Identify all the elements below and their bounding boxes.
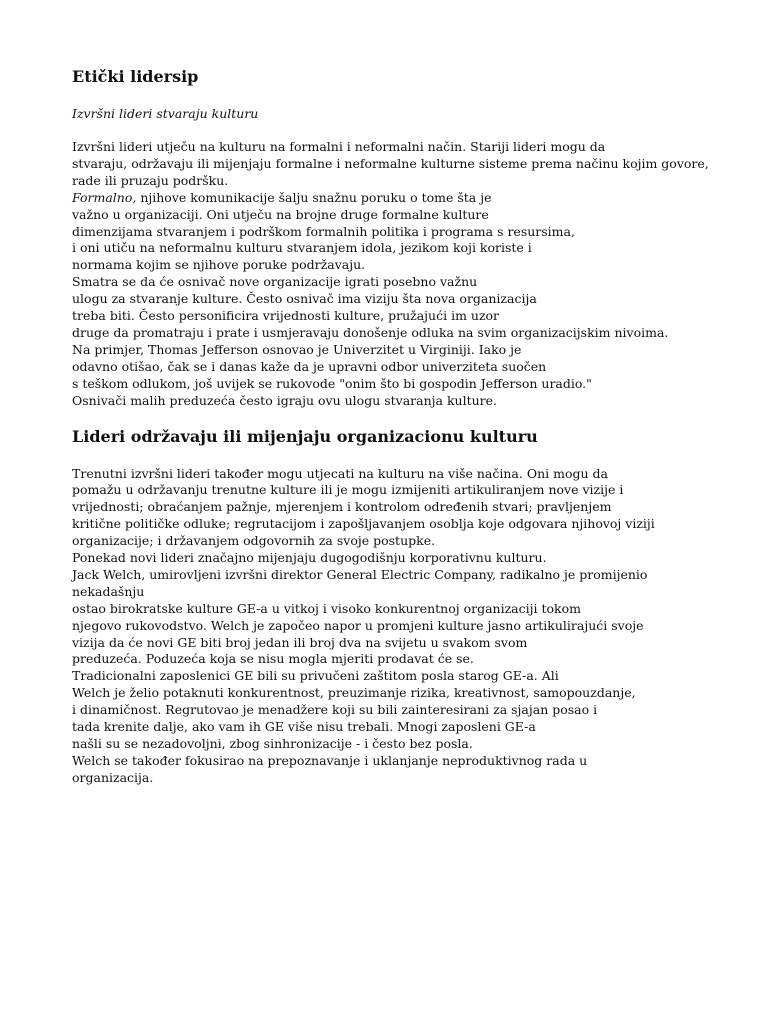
text-line: odavno otišao, čak se i danas kaže da je upravni odbor univerziteta suočen (72, 358, 547, 374)
text-line: Na primjer, Thomas Jefferson osnovao je Univerzitet u Virginiji. Iako je (72, 341, 522, 357)
text-line-rest: njihove komunikacije šalju snažnu poruku o tome šta je (140, 189, 492, 205)
text-line: Trenutni izvršni lideri također mogu utjecati na kulturu na više načina. Oni mogu da (72, 465, 608, 481)
text-line: Jack Welch, umirovljeni izvršni direktor General Electric Company, radikalno je promijenio (72, 566, 648, 582)
text-line: i oni utiču na neformalnu kulturu stvaranjem idola, jezikom koji koriste i (72, 240, 532, 256)
document-page (72, 66, 712, 787)
text-line: preduzeća. Poduzeća koja se nisu mogla mjeriti prodavat će se. (72, 651, 474, 667)
text-line: važno u organizaciji. Oni utječu na brojne druge formalne kulture (72, 206, 489, 222)
text-line: njegovo rukovodstvo. Welch je započeo napor u promjeni kulture jasno artikulirajući svoje (72, 617, 644, 633)
text-line: pomažu u održavanju trenutne kulture ili je mogu izmijeniti artikuliranjem nove vizije i (72, 482, 624, 498)
text-line: tada krenite dalje, ako vam ih GE više nisu trebali. Mnogi zaposleni GE-a (72, 719, 536, 735)
text-line: dimenzijama stvaranjem i podrškom formalnih politika i programa s resursima, (72, 223, 575, 239)
text-line: ulogu za stvaranje kulture. Često osnivač ima viziju šta nova organizacija (72, 291, 537, 307)
text-line: Smatra se da će osnivač nove organizacije igrati posebno važnu (72, 274, 478, 290)
paragraph-block-founders (72, 139, 712, 410)
text-line: Izvršni lideri utječu na kulturu na formalni i neformalni način. Stariji lideri mogu da (72, 139, 606, 154)
text-line: Ponekad novi lideri značajno mijenjaju dugogodišnju korporativnu kulturu. (72, 550, 547, 566)
text-line: treba biti. Često personificira vrijednosti kulture, pružajući im uzor (72, 308, 500, 324)
italic-lead-word: Formalno, (72, 189, 137, 205)
text-line-formal (72, 190, 712, 207)
text-line: kritične političke odluke; regrutacijom i zapošljavanjem osoblja koje odgovara njihovoj viziji (72, 516, 655, 532)
section-heading-ethical-leadership: Etički lidersip (72, 67, 199, 86)
text-line: našli su se nezadovoljni, zbog sinhronizacije - i često bez posla. (72, 736, 473, 751)
text-line: Welch se također fokusirao na prepoznavanje i uklanjanje neproduktivnog rada u (72, 752, 588, 768)
text-line: vizija da će novi GE biti broj jedan ili broj dva na svijetu u svakom svom (72, 634, 528, 650)
text-line: druge da promatraju i prate i usmjeravaju donošenje odluka na svim organizacijskim nivoima. (72, 324, 669, 340)
section-subtitle: Izvršni lideri stvaraju kulturu (72, 106, 259, 121)
text-line: normama kojim se njihove poruke podržavaju. (72, 257, 366, 273)
text-line: stvaraju, održavaju ili mijenjaju formalne i neformalne kulturne sisteme prema načinu kojim govore, (72, 155, 709, 171)
text-line: rade ili pruzaju podršku. (72, 172, 229, 188)
text-line: organizacije; i državanjem odgovornih za svoje postupke. (72, 533, 436, 549)
text-line: Osnivači malih preduzeća često igraju ovu ulogu stvaranja kulture. (72, 392, 498, 408)
text-line: Welch je želio potaknuti konkurentnost, preuzimanje rizika, kreativnost, samopouzdanje, (72, 685, 636, 701)
text-line: i dinamičnost. Regrutovao je menadžere koji su bili zainteresirani za sjajan posao i (72, 702, 598, 718)
section-heading-culture-change: Lideri održavaju ili mijenjaju organizacionu kulturu (72, 426, 538, 446)
text-line: vrijednosti; obraćanjem pažnje, mjerenjem i kontrolom određenih stvari; pravljenjem (72, 499, 612, 515)
text-line: s teškom odlukom, još uvijek se rukovode "onim što bi gospodin Jefferson uradio." (72, 375, 592, 391)
text-line: ostao birokratske kulture GE-a u vitkoj i visoko konkurentnoj organizaciji tokom (72, 600, 581, 616)
text-line: nekadašnju (72, 583, 145, 599)
text-line: organizacija. (72, 769, 154, 785)
paragraph-block-welch (72, 466, 712, 787)
text-line: Tradicionalni zaposlenici GE bili su privučeni zaštitom posla starog GE-a. Ali (72, 668, 559, 684)
